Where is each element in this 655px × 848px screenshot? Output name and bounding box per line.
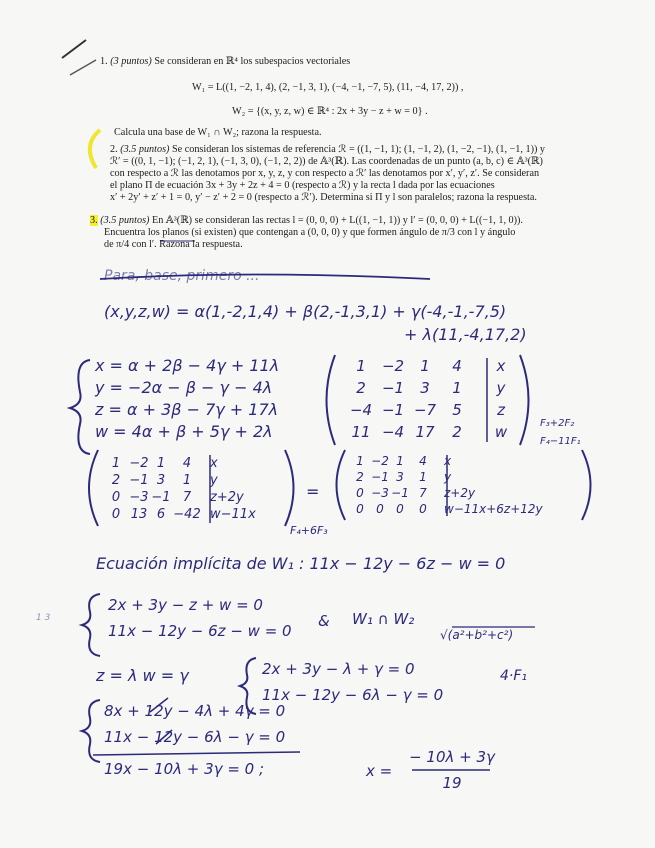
- matrix-row: 1 −2 1 4 x: [356, 357, 506, 375]
- problem-1-intro: Se consideran en ℝ⁴ los subespacios vectoriales: [154, 56, 351, 67]
- param-eq: 11x − 12y − 6λ − γ = 0: [262, 686, 444, 704]
- problem-2-heading: [110, 144, 545, 156]
- slash-mark-2: [70, 60, 96, 75]
- matrix-row: 0 13 6 −42 w−11x: [111, 507, 256, 522]
- crossed-out-note: Para, base, primero ...: [104, 268, 260, 284]
- problem-3-line-2: Encuentra los planos (si existen) que contengan a (0, 0, 0) y que formen ángulo de π/3 con l y ángulo: [104, 227, 516, 238]
- norm-expression: √(a²+b²+c²): [440, 628, 514, 642]
- problem-2-line-4: el plano Π de ecuación 3x + 3y + 2z + 4 = 0 (respecto a ℛ) y la recta l dada por las ecuaciones: [110, 180, 495, 191]
- sum-result: 19x − 10λ + 3γ = 0 ;: [104, 760, 265, 778]
- row-op: F₄+6F₃: [290, 524, 328, 537]
- problem-1-question: Calcula una base de W₁ ∩ W₂; razona la respuesta.: [114, 127, 322, 138]
- problem-3-line-3: de π/4 con l′. Razona la respuesta.: [104, 239, 243, 250]
- problem-1-w2: W₂ = {(x, y, z, w) ∈ ℝ⁴ : 2x + 3y − z + w = 0} .: [232, 106, 428, 117]
- intersection-eq: 2x + 3y − z + w = 0: [108, 596, 263, 614]
- problem-1-number: 1.: [100, 56, 108, 67]
- fraction-denominator: 19: [442, 774, 462, 792]
- brace-1: [70, 360, 90, 454]
- fraction-numerator: − 10λ + 3γ: [409, 748, 495, 766]
- matrix-row: 1 −2 1 4 x: [356, 454, 452, 468]
- matrix-row: −4 −1 −7 5 z: [349, 401, 505, 419]
- matrix-row: 1 −2 1 4 x: [111, 456, 218, 471]
- matrix-row: 0 −3 −1 7 z+2y: [111, 490, 244, 505]
- matrix-row: 2 −1 3 1 y: [111, 473, 218, 488]
- linear-combination: (x,y,z,w) = α(1,-2,1,4) + β(2,-1,3,1) + γ(-4,-1,-7,5): [104, 302, 507, 321]
- system-eq: y = −2α − β − γ − 4λ: [95, 378, 273, 397]
- row-op: 4·F₁: [500, 668, 528, 684]
- matrix-row: 0 0 0 0 w−11x+6z+12y: [356, 502, 543, 516]
- margin-note: 1 3: [36, 613, 51, 623]
- problem-3-number: 3.: [90, 215, 98, 226]
- param-eq: 2x + 3y − λ + γ = 0: [262, 660, 415, 678]
- parameters: z = λ w = γ: [96, 666, 189, 685]
- problem-1-heading: [100, 56, 350, 68]
- highlight-circle: [90, 130, 100, 168]
- matrix-row: 11 −4 17 2 w: [351, 423, 508, 441]
- system-eq: w = 4α + β + 5γ + 2λ: [95, 422, 273, 441]
- row-op: F₃+2F₂: [540, 418, 575, 429]
- problem-1-points: (3 puntos): [110, 56, 152, 67]
- problem-2-line-3: con respecto a ℛ las denotamos por x, y, z, y con respecto a ℛ′ las denotamos por x′, y′, z′. Se consideran: [110, 168, 540, 179]
- problem-2-points: (3.5 puntos): [120, 144, 170, 155]
- problem-2-line-1: Se consideran los sistemas de referencia ℛ = ((1, −1, 1); (1, −1, 2), (1, −2, −1), (1, −1, 1)) y: [171, 144, 546, 155]
- problem-2-line-5: x′ + 2y′ + z′ + 1 = 0, y′ − z′ + 2 = 0 (respecto a ℛ′). Determina si Π y l son paralelos; razona la respuesta.: [110, 192, 537, 203]
- system-eq: x = α + 2β − 4γ + 11λ: [95, 356, 280, 375]
- equals-sign: =: [306, 482, 320, 501]
- system-eq: z = α + 3β − 7γ + 17λ: [95, 400, 279, 419]
- ampersand: &: [318, 612, 330, 630]
- problem-3-points: (3.5 puntos): [100, 215, 150, 226]
- matrix-row: 2 −1 3 1 y: [356, 470, 452, 484]
- intersection-eq: 11x − 12y − 6z − w = 0: [108, 622, 292, 640]
- slash-mark-1: [62, 40, 86, 58]
- linear-combination-cont: + λ(11,-4,17,2): [404, 325, 527, 344]
- implicit-equation: Ecuación implícita de W₁ : 11x − 12y − 6z − w = 0: [96, 554, 506, 573]
- problem-2-line-2: ℛ′ = ((0, 1, −1); (−1, 2, 1), (−1, 3, 0), (−1, 2, 2)) de 𝔸³(ℝ). Las coordenadas de un punto (a, b, c) ∈ 𝔸³(ℝ): [110, 156, 543, 167]
- problem-2-number: 2.: [110, 144, 118, 155]
- row-op: F₄−11F₁: [540, 436, 581, 447]
- problem-1-w1: W₁ = L((1, −2, 1, 4), (2, −1, 3, 1), (−4, −1, −7, 5), (11, −4, 17, 2)) ,: [192, 82, 464, 93]
- problem-3-heading: [90, 215, 523, 227]
- intersection-label: W₁ ∩ W₂: [352, 610, 415, 628]
- x-equals: x =: [366, 762, 393, 780]
- matrix-row: 2 −1 3 1 y: [356, 379, 506, 397]
- matrix-row: 0 −3 −1 7 z+2y: [356, 486, 476, 500]
- scaled-eq: 11x − 12y − 6λ − γ = 0: [104, 728, 286, 746]
- scaled-eq: 8x + 12y − 4λ + 4γ = 0: [104, 702, 286, 720]
- problem-3-line-1: En 𝔸³(ℝ) se consideran las rectas l = (0, 0, 0) + L((1, −1, 1)) y l′ = (0, 0, 0) + L((−1, 1, 0)).: [151, 215, 523, 226]
